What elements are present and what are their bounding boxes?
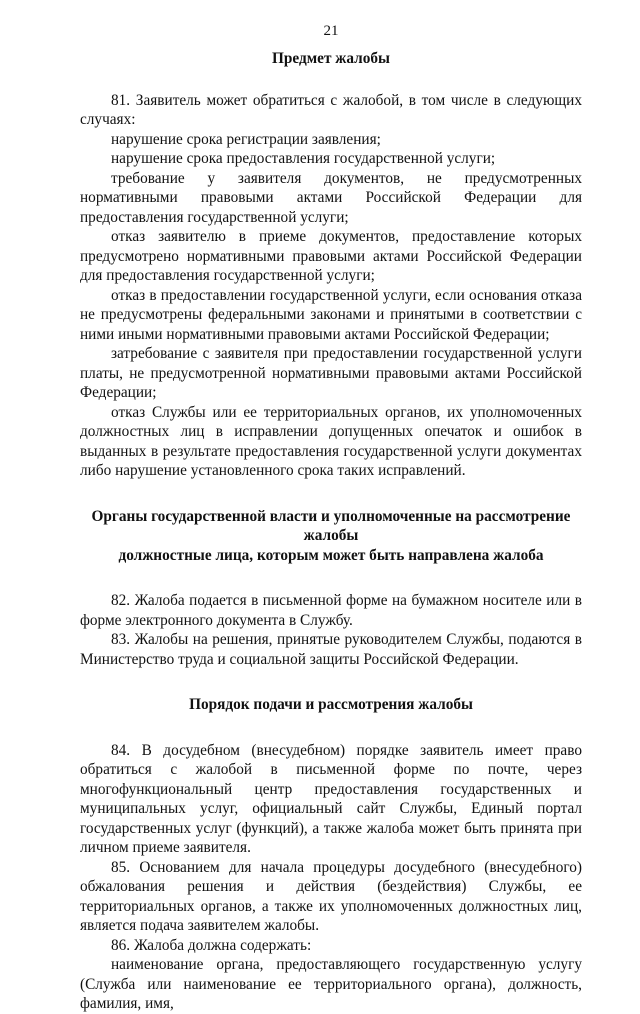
paragraph-83: 83. Жалобы на решения, принятые руководителем Службы, подаются в Министерство труда и социальной защиты Российской Федерации. [80, 631, 582, 668]
page-number: 21 [323, 23, 339, 39]
heading-line: Органы государственной власти и уполномоченные на рассмотрение жалобы [91, 507, 571, 544]
list-item: отказ в предоставлении государственной услуги, если основания отказа не предусмотрены федеральными законами и принятыми в соответствии с ними иными нормативными правовыми актами Российской Федерации; [80, 286, 582, 343]
list-item: требование у заявителя документов, не предусмотренных нормативными правовыми актами Российской Федерации для предоставления государственной услуги; [80, 169, 582, 226]
paragraph-85: 85. Основанием для начала процедуры досудебного (внесудебного) обжалования решения и действия (бездействия) Службы, ее территориальных органов, а также их уполномоченных должностных лиц, является подача заявителем жалобы. [80, 858, 582, 934]
section-heading-procedure: Порядок подачи и рассмотрения жалобы [189, 696, 473, 713]
list-item: затребование с заявителя при предоставлении государственной услуги платы, не предусмотренной нормативными правовыми актами Российской Федерации; [80, 345, 582, 401]
section-heading-authorities [80, 507, 582, 566]
heading-line: должностные лица, которым может быть направлена жалоба [118, 546, 544, 564]
paragraph-81: 81. Заявитель может обратиться с жалобой, в том числе в следующих случаях: [80, 91, 582, 128]
paragraph-82: 82. Жалоба подается в письменной форме на бумажном носителе или в форме электронного документа в Службу. [80, 592, 582, 629]
list-item: нарушение срока предоставления государственной услуги; [111, 150, 496, 167]
list-item: отказ Службы или ее территориальных органов, их уполномоченных должностных лиц в исправлении допущенных опечаток и ошибок в выданных в результате предоставления государственной услуги документах либо нарушение установленного срока таких исправлений. [80, 403, 582, 479]
list-item: нарушение срока регистрации заявления; [111, 130, 381, 148]
paragraph-86: 86. Жалоба должна содержать: [111, 936, 312, 954]
paragraph-84: 84. В досудебном (внесудебном) порядке заявитель имеет право обратиться с жалобой в письменной форме по почте, через многофункциональный центр предоставления государственных и муниципальных услуг, официальный сайт Службы, Единый портал государственных услуг (функций), а также жалоба может быть принята при личном приеме заявителя. [80, 741, 582, 856]
section-heading-subject: Предмет жалобы [272, 50, 390, 67]
list-item: отказ заявителю в приеме документов, предоставление которых предусмотрено нормативными правовыми актами Российской Федерации для предоставления государственной услуги; [80, 228, 582, 284]
list-item: наименование органа, предоставляющего государственную услугу (Служба или наименование ее территориального органа), должность, фамилия, имя, [80, 956, 582, 1012]
